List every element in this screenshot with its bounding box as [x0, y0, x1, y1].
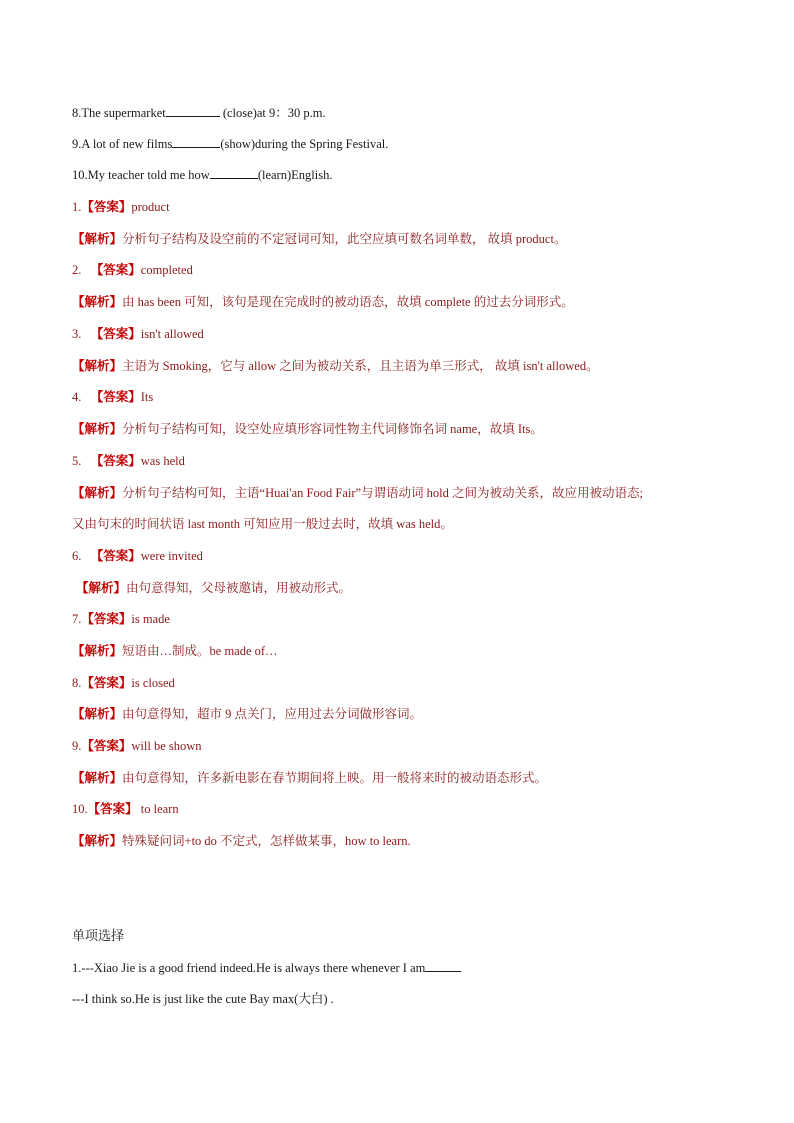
- mc-question-1-reply: ---I think so.He is just like the cute Bay max(大白) .: [72, 992, 334, 1006]
- question-10: 10.My teacher told me how (learn)English.: [72, 168, 333, 182]
- explain-10: 【解析】特殊疑问词+to do 不定式，怎样做某事，how to learn.: [72, 834, 411, 848]
- answer-3: 3. 【答案】isn't allowed: [72, 327, 204, 341]
- answer-4: 4. 【答案】Its: [72, 390, 154, 404]
- explain-7: 【解析】短语由…制成。be made of…: [72, 644, 278, 658]
- explain-1: 【解析】分析句子结构及设空前的不定冠词可知，此空应填可数名词单数， 故填 product。: [72, 232, 567, 246]
- explain-8: 【解析】由句意得知，超市 9 点关门，应用过去分词做形容词。: [72, 707, 423, 721]
- blank: [166, 104, 220, 117]
- mc-question-1: 1.---Xiao Jie is a good friend indeed.He is always there whenever I am: [72, 959, 461, 977]
- answer-7: 7.【答案】is made: [72, 612, 170, 626]
- explain-5: 【解析】分析句子结构可知，主语“Huai'an Food Fair”与谓语动词 hold 之间为被动关系，故应用被动语态;: [72, 486, 643, 500]
- blank: [425, 959, 461, 972]
- explain-9: 【解析】由句意得知，许多新电影在春节期间将上映。用一般将来时的被动语态形式。: [72, 771, 548, 785]
- question-9: 9.A lot of new films (show)during the Spring Festival.: [72, 137, 389, 151]
- question-8: 8.The supermarket (close)at 9：30 p.m.: [72, 106, 326, 120]
- explain-3: 【解析】主语为 Smoking，它与 allow 之间为被动关系，且主语为单三形式， 故填 isn't allowed。: [72, 359, 599, 373]
- answer-2: 2. 【答案】completed: [72, 263, 193, 277]
- answer-6: 6. 【答案】were invited: [72, 549, 203, 563]
- answer-9: 9.【答案】will be shown: [72, 739, 202, 753]
- explain-2: 【解析】由 has been 可知，该句是现在完成时的被动语态，故填 complete 的过去分词形式。: [72, 295, 574, 309]
- answer-1: 1.【答案】product: [72, 200, 170, 214]
- explain-5-cont: 又由句末的时间状语 last month 可知应用一般过去时，故填 was held。: [72, 517, 453, 531]
- blank: [172, 135, 220, 148]
- answer-8: 8.【答案】is closed: [72, 676, 175, 690]
- blank: [210, 166, 258, 179]
- answer-5: 5. 【答案】was held: [72, 454, 185, 468]
- explain-6: 【解析】由句意得知，父母被邀请，用被动形式。: [76, 581, 352, 595]
- answer-10: 10.【答案】 to learn: [72, 802, 179, 816]
- section-title: 单项选择: [72, 928, 125, 943]
- explain-4: 【解析】分析句子结构可知，设空处应填形容词性物主代词修饰名词 name，故填 Its。: [72, 422, 543, 436]
